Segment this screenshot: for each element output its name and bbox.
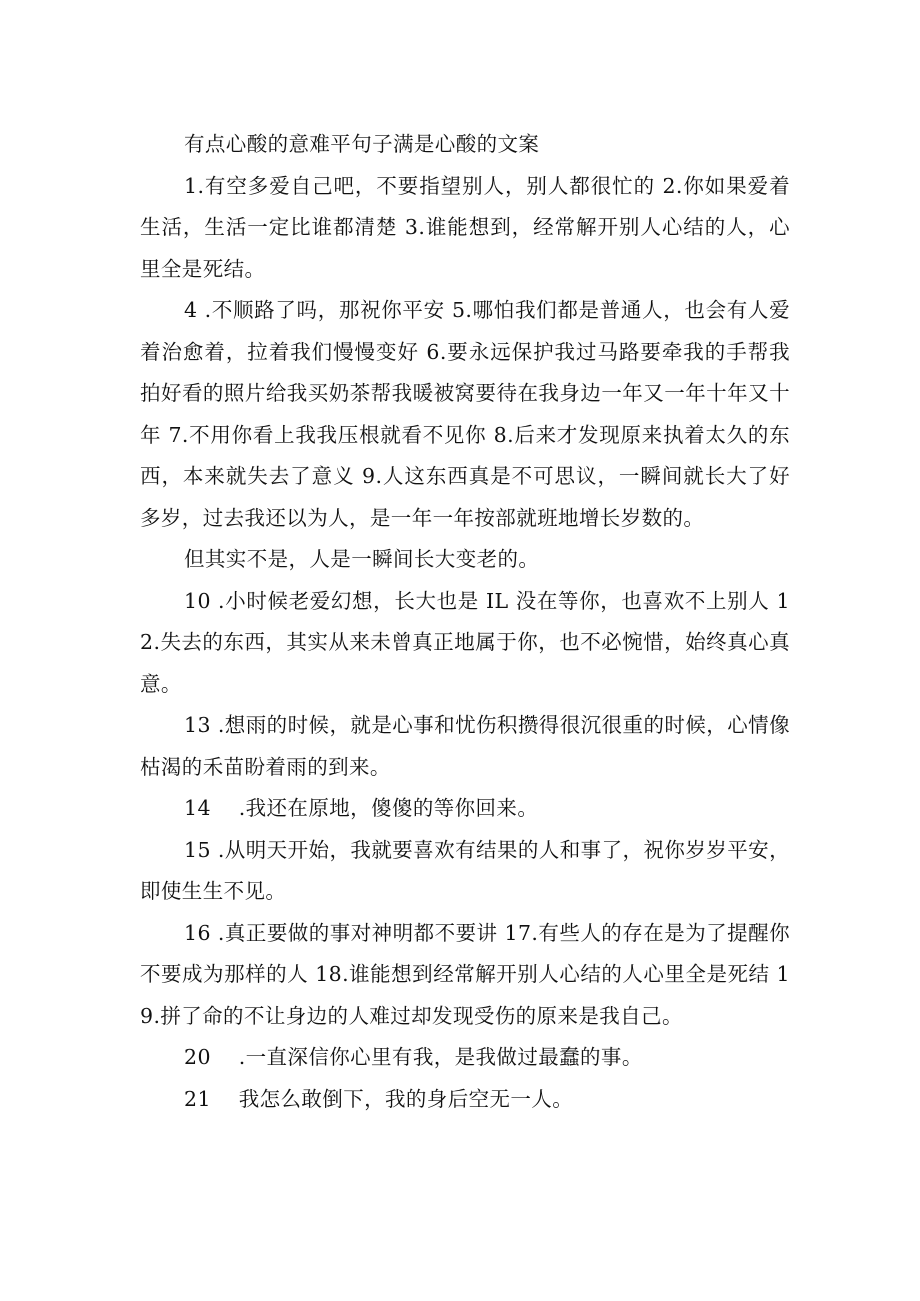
paragraph-5: 13 .想雨的时候，就是心事和忧伤积攒得很沉很重的时候，心情像枯渴的禾苗盼着雨的到来。 <box>140 713 790 779</box>
paragraph-2: 4 .不顺路了吗，那祝你平安 5.哪怕我们都是普通人，也会有人爱着治愈着，拉着我们慢慢变好 6.要永远保护我过马路要牵我的手帮我拍好看的照片给我买奶茶帮我暖被窝要待在我身边一年又一年十年又十年 7.不用你看上我我压根就看不见你 8.后来才发现原来执着太久的东西，本来就失去了意义 9.人这东西真是不可思议，一瞬间就长大了好多岁，过去我还以为人，是一年一年按部就班地增长岁数的。 <box>140 298 790 530</box>
paragraph-9: 20 .一直深信你心里有我，是我做过最蠢的事。 <box>184 1045 643 1069</box>
document-title: 有点心酸的意难平句子满是心酸的文案 <box>184 132 540 156</box>
paragraph-10: 21 我怎么敢倒下，我的身后空无一人。 <box>184 1086 574 1111</box>
paragraph-4: 10 .小时候老爱幻想，长大也是 IL 没在等你，也喜欢不上别人 12.失去的东西，其实从来未曾真正地属于你，也不必惋惜，始终真心真意。 <box>140 588 790 696</box>
paragraph-6: 14 .我还在原地，傻傻的等你回来。 <box>184 796 539 820</box>
paragraph-3: 但其实不是，人是一瞬间长大变老的。 <box>184 547 540 571</box>
paragraph-7: 15 .从明天开始，我就要喜欢有结果的人和事了，祝你岁岁平安，即使生生不见。 <box>140 837 790 903</box>
paragraph-8: 16 .真正要做的事对神明都不要讲 17.有些人的存在是为了提醒你不要成为那样的人 18.谁能想到经常解开别人心结的人心里全是死结 19.拼了命的不让身边的人难过却发现受伤的原来是我自己。 <box>140 920 790 1028</box>
document-body <box>140 124 790 1120</box>
paragraph-1: 1.有空多爱自己吧，不要指望别人，别人都很忙的 2.你如果爱着生活，生活一定比谁都清楚 3.谁能想到，经常解开别人心结的人，心里全是死结。 <box>140 173 790 281</box>
